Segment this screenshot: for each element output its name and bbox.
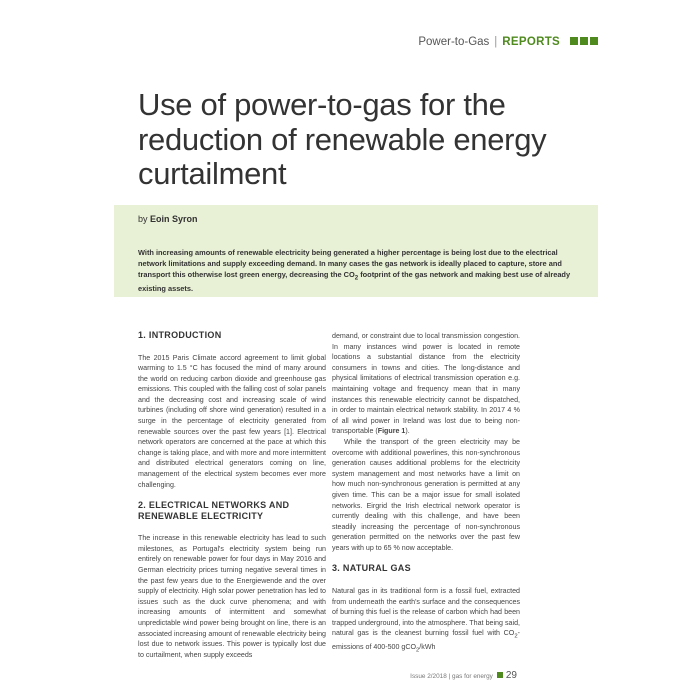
header-section: Power-to-Gas [418,36,490,48]
footer-issue: Issue 2/2018 [410,673,447,680]
header-category: REPORTS [502,36,560,48]
figure-reference: Figure 1 [377,427,406,436]
column-left [138,330,326,660]
header-squares [568,36,598,48]
paragraph: Natural gas in its traditional form is a fossil fuel, extracted from underneath the earth's surface and the consequences of burning this fuel is the release of carbon which had been trapped underground, into the atmosphere. That being said, natural gas is the cleanest burning fossil fuel with $CO_2$-emissions of 400-500 gCO$_2$/kWh [332,586,520,654]
page-number: 29 [505,670,517,681]
section-heading-electrical-networks: 2. ELECTRICAL NETWORKS AND RENEWABLE ELECTRICITY [138,500,290,521]
square-icon [497,672,503,678]
page-footer [410,670,517,681]
column-right [332,331,520,656]
paragraph: While the transport of the green electricity may be overcome with additional powerlines, this non-synchronous generation causes additional problems for the electricity system management and most networks have a limit on how much non-synchronous generation is permitted at any given time. This can be a major issue for small isolated networks. Eirgrid the Irish electrical network operator is currently dealing with this challenge, and have been steadily increasing the percentage of non-synchronous generation permitted on the networks over the past few years with up to 65 % now acceptable. [332,437,520,552]
paragraph: The increase in this renewable electricity has lead to such milestones, as Portugal's electricity system being run entirely on renewable power for four days in May 2016 and German electricity prices turning negative several times in the past few years due to the Energiewende and the over supply of electricity. High solar power penetration has led to issues such as the duck curve phenomena; and with increasing amounts of intermittent and somewhat unpredictable wind power being brought on line, there is an associated increasing amount of renewable electricity being lost due to network issues. This power is typically lost due to curtailment, when supply exceeds [138,534,326,659]
abstract: With increasing amounts of renewable electricity being generated a higher percentage is being lost due to the electrical network limitations and supply exceeding demand. In many cases the gas network is ideally placed to capture, store and transport this otherwise lost green energy, decreasing the $CO_2$ footprint of the gas network and making best use of already existing assets. [138,248,571,294]
section-heading-introduction: 1. INTRODUCTION [138,330,222,340]
footer-journal: gas for energy [452,673,493,680]
section-heading-natural-gas: 3. NATURAL GAS [332,563,411,574]
running-header [418,36,598,48]
paragraph: demand, or constraint due to local transmission congestion. In many instances wind power is located in remote locations a substantial distance from the electricity consumers in towns and cities. The long-distance and physical limitations of electrical transmission operation e.g. maintaining voltage and frequency mean that in many instances this renewable electricity cannot be dispatched, in order to maintain electrical network stability. In 2017 4 % of all wind power in Ireland was lost due to being non-transportable (Figure 1). [332,332,520,436]
header-separator: | [494,36,498,48]
author-name: Eoin Syron [150,214,198,224]
byline-prefix: by [138,214,148,224]
paragraph: The 2015 Paris Climate accord agreement to limit global warming to 1.5 °C has focused the mind of many around the world on reducing carbon dioxide and greenhouse gas emissions. This coupled with the falling cost of solar panels and the decreasing cost and increasing scale of wind turbines (including off shore wind generation) resulted in a surge in the percentage of electricity generated from renewable sources over the past few years [1]. Electrical network operators are concerned at the pace at which this change is taking place, and with more and more intermittent and distributed electrical generators coming on line, management of the electrical system becomes ever more challenging. [138,353,326,489]
footer-separator: | [448,673,451,680]
square-icon [580,37,588,45]
abstract-box [114,205,598,297]
square-icon [570,37,578,45]
byline [138,214,198,224]
article-title: Use of power-to-gas for the reduction of renewable energy curtailment [138,87,547,192]
square-icon [590,37,598,45]
